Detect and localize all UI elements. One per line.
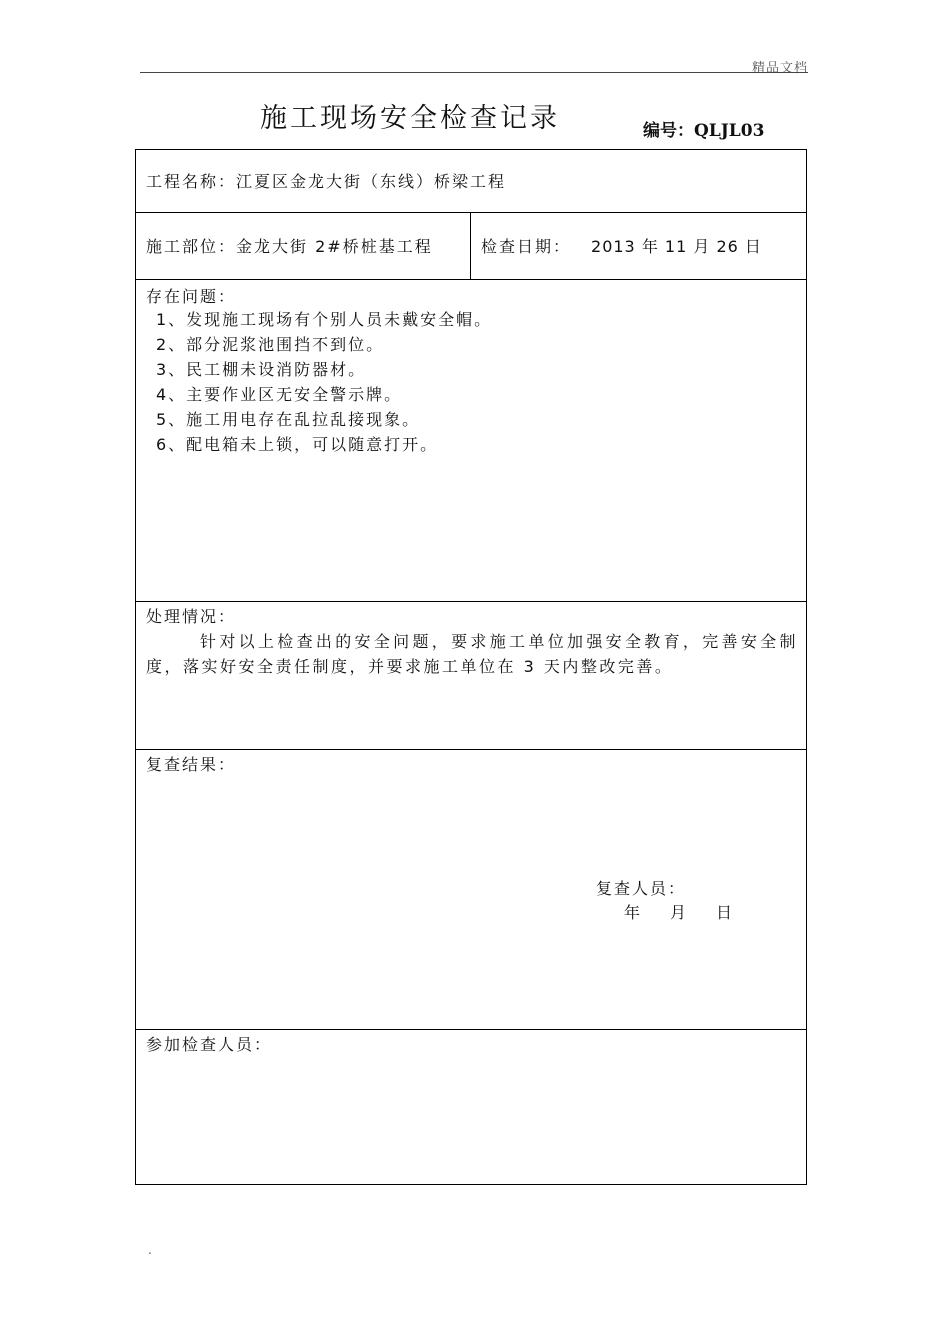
location-label: 施工部位：: [146, 237, 237, 256]
location-date-row: [136, 213, 806, 280]
footer-mark: .: [148, 1243, 152, 1257]
handling-text: 针对以上检查出的安全问题，要求施工单位加强安全教育，完善安全制度，落实好安全责任制度，并要求施工单位在 3 天内整改完善。: [146, 632, 798, 676]
date-value: 2013 年 11 月 26 日: [591, 237, 762, 256]
handling-label: 处理情况：: [146, 607, 237, 626]
location-field: [146, 234, 433, 259]
inspection-form: [135, 149, 807, 1185]
year-label: 年: [624, 903, 643, 922]
list-item: 3、民工棚未设消防器材。: [156, 360, 367, 379]
list-item: 6、配电箱未上锁，可以随意打开。: [156, 435, 439, 454]
list-item: 5、施工用电存在乱拉乱接现象。: [156, 410, 421, 429]
problems-row: [136, 280, 806, 602]
day-label: 日: [716, 903, 735, 922]
date-field: [481, 234, 762, 259]
project-field: [146, 169, 506, 194]
month-label: 月: [670, 903, 689, 922]
review-date: [624, 900, 762, 925]
header-label: 精品文档: [751, 61, 808, 76]
location-value: 金龙大街 2#桥桩基工程: [236, 237, 433, 256]
page-title: 施工现场安全检查记录: [260, 103, 560, 134]
date-label: 检查日期：: [481, 237, 572, 256]
column-divider: [470, 213, 471, 280]
review-label: 复查结果：: [146, 755, 237, 774]
list-item: 4、主要作业区无安全警示牌。: [156, 385, 403, 404]
header-rule: [140, 72, 808, 73]
reviewer-label: 复查人员：: [596, 879, 687, 898]
project-label: 工程名称：: [146, 172, 237, 191]
review-row: [136, 750, 806, 1030]
participants-label: 参加检查人员：: [146, 1035, 273, 1054]
list-item: 1、发现施工现场有个别人员未戴安全帽。: [156, 310, 493, 329]
list-item: 2、部分泥浆池围挡不到位。: [156, 335, 385, 354]
document-number: 编号：QLJL03: [643, 121, 765, 141]
problems-label: 存在问题：: [146, 287, 237, 306]
handling-row: [136, 602, 806, 750]
project-value: 江夏区金龙大街（东线）桥梁工程: [236, 172, 507, 191]
participants-row: [136, 1030, 806, 1184]
project-row: [136, 150, 806, 213]
problems-list: [156, 307, 492, 457]
